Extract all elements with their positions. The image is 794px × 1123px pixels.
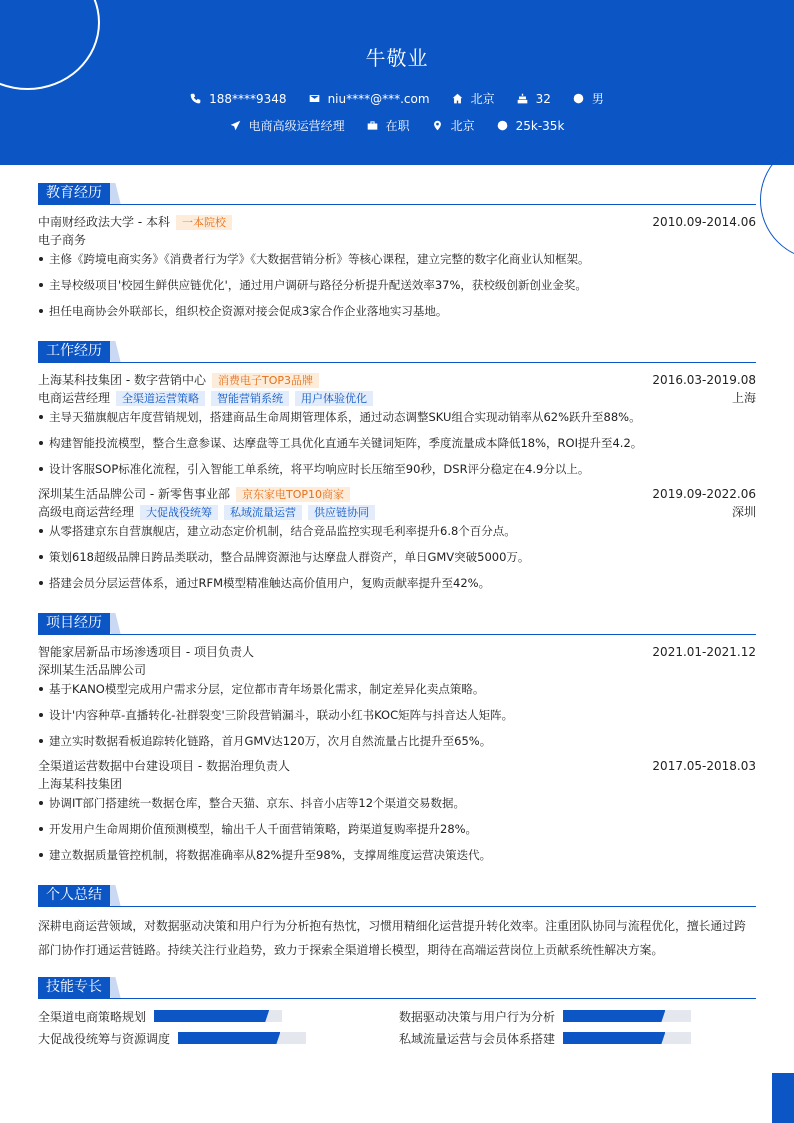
skill-level-bar: [178, 1032, 306, 1044]
list-item: 策划618超级品牌日跨品类联动，整合品牌资源池与达摩盘人群资产，单日GMV突破5000万。: [38, 548, 756, 566]
company-name: 上海某科技集团 - 数字营销中心: [38, 373, 206, 387]
skill-level-fill: [154, 1010, 269, 1022]
contact-phone: [190, 90, 286, 107]
job-date: 2016.03-2019.08: [652, 373, 756, 387]
skill-level-fill: [563, 1010, 665, 1022]
skill-item: [399, 1009, 691, 1023]
job-role-row: [38, 503, 756, 521]
skill-level-fill: [563, 1032, 665, 1044]
company-name: 深圳某生活品牌公司 - 新零售事业部: [38, 487, 230, 501]
school-name: 中南财经政法大学 - 本科: [38, 215, 170, 229]
section-title-projects: 项目经历: [38, 613, 110, 634]
list-item: 主修《跨境电商实务》《消费者行为学》《大数据营销分析》等核心课程，建立完整的数字化商业认知框架。: [38, 250, 756, 268]
list-item: 担任电商协会外联部长，组织校企资源对接会促成3家合作企业落地实习基地。: [38, 302, 756, 320]
project-name: 全渠道运营数据中台建设项目 - 数据治理负责人: [38, 759, 290, 773]
section-summary: [38, 885, 756, 907]
position-text: 电商高级运营经理: [248, 119, 345, 133]
skill-tag: 全渠道运营策略: [116, 391, 205, 406]
section-title-skills: 技能专长: [38, 977, 110, 998]
section-title-summary: 个人总结: [38, 885, 110, 906]
list-item: 构建智能投流模型，整合生意参谋、达摩盘等工具优化直通车关键词矩阵，季度流量成本降低18%，ROI提升至4.2。: [38, 434, 756, 452]
education-date: 2010.09-2014.06: [652, 215, 756, 229]
phone-text: 188****9348: [209, 91, 287, 106]
status-text: 在职: [385, 119, 410, 133]
section-work: [38, 341, 756, 363]
job-intent-row: [0, 117, 794, 134]
project-date: 2017.05-2018.03: [652, 759, 756, 773]
skill-tag: 大促战役统筹: [140, 505, 218, 520]
list-item: 协调IT部门搭建统一数据仓库，整合天猫、京东、抖音小店等12个渠道交易数据。: [38, 794, 756, 812]
project-org-row: [38, 775, 756, 793]
skill-item: [38, 1009, 282, 1023]
section-skills: [38, 977, 756, 999]
list-item: 主导校级项目'校园生鲜供应链优化'，通过用户调研与路径分析提升配送效率37%，获校级创新创业金奖。: [38, 276, 756, 294]
salary-text: 25k-35k: [515, 118, 565, 133]
skill-level-bar: [154, 1010, 282, 1022]
project-header: [38, 757, 756, 775]
education-header: [38, 213, 756, 231]
list-item: 开发用户生命周期价值预测模型，输出千人千面营销策略，跨渠道复购率提升28%。: [38, 820, 756, 838]
summary-text: 深耕电商运营领域，对数据驱动决策和用户行为分析抱有热忱，习惯用精细化运营提升转化效率。注重团队协同与流程优化，擅长通过跨部门协作打通运营链路。持续关注行业趋势，致力于探索全渠道增长模型，期待在高端运营岗位上贡献系统性解决方案。: [38, 919, 746, 957]
list-item: 建立数据质量管控机制，将数据准确率从82%提升至98%，支撑周维度运营决策迭代。: [38, 846, 756, 864]
contact-age: [517, 90, 551, 107]
skill-level-bar: [563, 1032, 691, 1044]
contact-residence: [452, 90, 495, 107]
intent-status: [367, 117, 410, 134]
skill-name: 大促战役统筹与资源调度: [38, 1031, 171, 1046]
phone-icon: [190, 93, 201, 104]
job-role: 电商运营经理: [38, 391, 111, 405]
briefcase-icon: [367, 120, 378, 131]
skill-item: [399, 1031, 691, 1045]
company-badge: 京东家电TOP10商家: [236, 487, 350, 502]
job-role-row: [38, 389, 756, 407]
skill-level-bar: [563, 1010, 691, 1022]
send-icon: [230, 120, 241, 131]
skill-name: 全渠道电商策略规划: [38, 1009, 147, 1024]
job-header: [38, 485, 756, 503]
project-org: 上海某科技集团: [38, 777, 123, 791]
intent-position: [230, 117, 345, 134]
section-projects: [38, 613, 756, 635]
list-item: 基于KANO模型完成用户需求分层，定位都市青年场景化需求，制定差异化卖点策略。: [38, 680, 756, 698]
skill-tag: 供应链协同: [308, 505, 375, 520]
education-major-row: [38, 231, 756, 249]
email-text: niu****@***.com: [327, 91, 430, 106]
city-text: 北京: [450, 119, 475, 133]
skill-item: [38, 1031, 306, 1045]
home-icon: [452, 93, 463, 104]
gender-icon: [573, 93, 584, 104]
age-text: 32: [535, 91, 551, 106]
gender-text: 男: [591, 92, 604, 106]
cake-icon: [517, 93, 528, 104]
skill-tag: 私域流量运营: [224, 505, 302, 520]
list-item: 设计'内容种草-直播转化-社群裂变'三阶段营销漏斗，联动小红书KOC矩阵与抖音达人矩阵。: [38, 706, 756, 724]
skill-tag: 用户体验优化: [295, 391, 373, 406]
project-org: 深圳某生活品牌公司: [38, 663, 147, 677]
contact-gender: [573, 90, 604, 107]
intent-city: [432, 117, 475, 134]
school-badge: 一本院校: [176, 215, 232, 230]
candidate-name: 牛敬业: [365, 46, 429, 70]
contact-row: [0, 90, 794, 107]
yuan-icon: [497, 120, 508, 131]
skill-tag: 智能营销系统: [211, 391, 289, 406]
project-header: [38, 643, 756, 661]
resume-header: [0, 0, 794, 165]
section-title-work: 工作经历: [38, 341, 110, 362]
decorative-block: [772, 1073, 794, 1123]
residence-text: 北京: [470, 92, 495, 106]
list-item: 主导天猫旗舰店年度营销规划，搭建商品生命周期管理体系，通过动态调整SKU组合实现动销率从62%跃升至88%。: [38, 408, 756, 426]
job-date: 2019.09-2022.06: [652, 487, 756, 501]
location-pin-icon: [432, 120, 443, 131]
project-org-row: [38, 661, 756, 679]
intent-salary: [497, 117, 565, 134]
section-education: [38, 183, 756, 205]
contact-email: [309, 90, 430, 107]
skill-level-fill: [178, 1032, 280, 1044]
project-name: 智能家居新品市场渗透项目 - 项目负责人: [38, 645, 254, 659]
job-city: 深圳: [731, 505, 756, 519]
list-item: 设计客服SOP标准化流程，引入智能工单系统，将平均响应时长压缩至90秒，DSR评分稳定在4.9分以上。: [38, 460, 756, 478]
list-item: 建立实时数据看板追踪转化链路，首月GMV达120万，次月自然流量占比提升至65%。: [38, 732, 756, 750]
job-header: [38, 371, 756, 389]
job-city: 上海: [731, 391, 756, 405]
company-badge: 消费电子TOP3品牌: [212, 373, 319, 388]
skill-name: 私域流量运营与会员体系搭建: [399, 1031, 556, 1046]
list-item: 搭建会员分层运营体系，通过RFM模型精准触达高价值用户，复购贡献率提升至42%。: [38, 574, 756, 592]
job-role: 高级电商运营经理: [38, 505, 135, 519]
project-date: 2021.01-2021.12: [652, 645, 756, 659]
list-item: 从零搭建京东自营旗舰店，建立动态定价机制，结合竞品监控实现毛利率提升6.8个百分点。: [38, 522, 756, 540]
skill-name: 数据驱动决策与用户行为分析: [399, 1009, 556, 1024]
mail-icon: [309, 93, 320, 104]
section-title-education: 教育经历: [38, 183, 110, 204]
major: 电子商务: [38, 233, 87, 247]
